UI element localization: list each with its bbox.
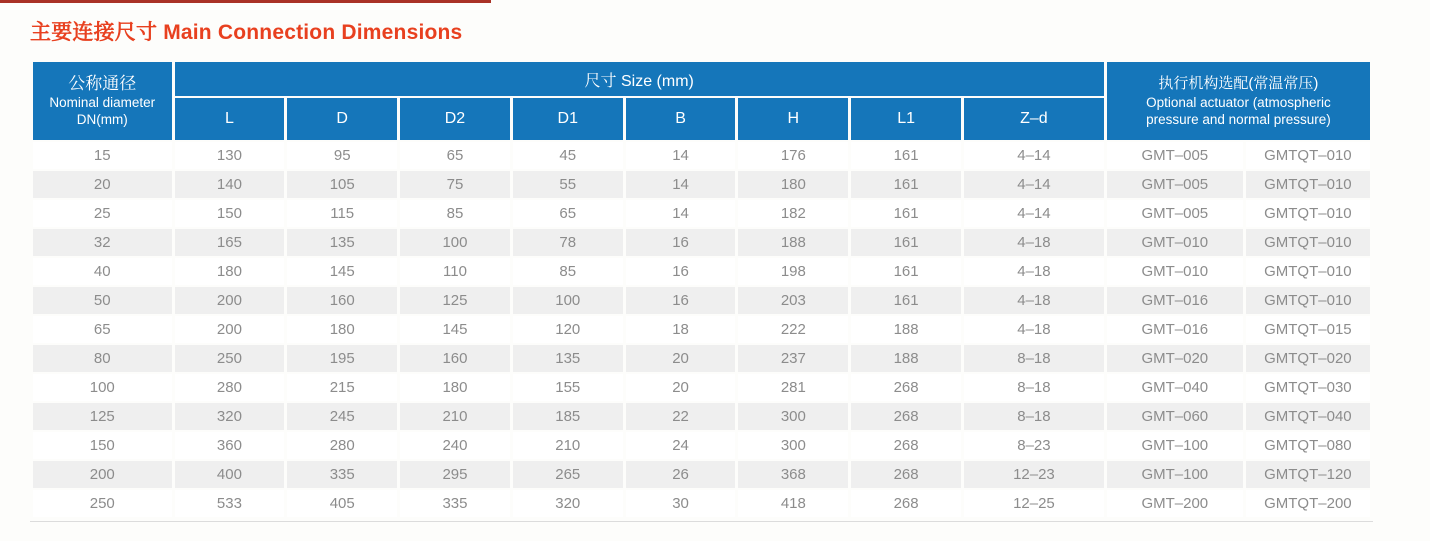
cell-d1: 120 xyxy=(513,316,623,343)
cell-b: 16 xyxy=(626,258,736,285)
cell-act2: GMTQT–040 xyxy=(1246,403,1370,430)
cell-h: 188 xyxy=(738,229,848,256)
table-row xyxy=(33,287,1370,314)
cell-act1: GMT–100 xyxy=(1107,461,1243,488)
header-col-H: H xyxy=(738,98,848,140)
cell-act1: GMT–005 xyxy=(1107,142,1243,169)
cell-l: 130 xyxy=(175,142,285,169)
page-title-chinese: 主要连接尺寸 xyxy=(30,21,158,44)
cell-act1: GMT–060 xyxy=(1107,403,1243,430)
cell-h: 198 xyxy=(738,258,848,285)
cell-zd: 4–18 xyxy=(964,229,1104,256)
top-red-rule xyxy=(0,0,491,3)
cell-d2: 335 xyxy=(400,490,510,517)
cell-h: 180 xyxy=(738,171,848,198)
cell-l1: 188 xyxy=(851,345,961,372)
cell-d2: 75 xyxy=(400,171,510,198)
page-title xyxy=(30,16,462,46)
cell-b: 26 xyxy=(626,461,736,488)
table-row xyxy=(33,316,1370,343)
cell-dn: 150 xyxy=(33,432,172,459)
cell-b: 22 xyxy=(626,403,736,430)
cell-d1: 78 xyxy=(513,229,623,256)
cell-l1: 161 xyxy=(851,258,961,285)
cell-l: 280 xyxy=(175,374,285,401)
table-row xyxy=(33,490,1370,517)
cell-d1: 210 xyxy=(513,432,623,459)
cell-d2: 210 xyxy=(400,403,510,430)
cell-dn: 32 xyxy=(33,229,172,256)
cell-dn: 15 xyxy=(33,142,172,169)
cell-d: 195 xyxy=(287,345,397,372)
header-col-B: B xyxy=(626,98,736,140)
cell-act1: GMT–010 xyxy=(1107,258,1243,285)
cell-dn: 100 xyxy=(33,374,172,401)
cell-act2: GMTQT–010 xyxy=(1246,200,1370,227)
cell-dn: 250 xyxy=(33,490,172,517)
header-col-L: L xyxy=(175,98,285,140)
cell-act1: GMT–040 xyxy=(1107,374,1243,401)
cell-l: 400 xyxy=(175,461,285,488)
cell-l1: 161 xyxy=(851,229,961,256)
table-bottom-rule xyxy=(30,521,1373,522)
cell-b: 20 xyxy=(626,345,736,372)
cell-l: 250 xyxy=(175,345,285,372)
header-size-group: 尺寸 Size (mm) xyxy=(175,62,1104,96)
cell-l: 200 xyxy=(175,316,285,343)
cell-l: 140 xyxy=(175,171,285,198)
cell-b: 20 xyxy=(626,374,736,401)
cell-l1: 161 xyxy=(851,171,961,198)
cell-l: 165 xyxy=(175,229,285,256)
cell-b: 18 xyxy=(626,316,736,343)
cell-d1: 65 xyxy=(513,200,623,227)
header-col-Zd: Z–d xyxy=(964,98,1104,140)
cell-d: 405 xyxy=(287,490,397,517)
table-row xyxy=(33,432,1370,459)
header-col-D: D xyxy=(287,98,397,140)
cell-h: 182 xyxy=(738,200,848,227)
cell-zd: 4–18 xyxy=(964,287,1104,314)
cell-d2: 110 xyxy=(400,258,510,285)
table-row xyxy=(33,171,1370,198)
table-body xyxy=(33,142,1370,517)
cell-d2: 125 xyxy=(400,287,510,314)
header-nominal-diameter-unit: DN(mm) xyxy=(76,112,128,128)
cell-dn: 65 xyxy=(33,316,172,343)
cell-l1: 268 xyxy=(851,374,961,401)
cell-h: 176 xyxy=(738,142,848,169)
cell-act1: GMT–016 xyxy=(1107,316,1243,343)
cell-act2: GMTQT–015 xyxy=(1246,316,1370,343)
cell-d: 280 xyxy=(287,432,397,459)
cell-l1: 161 xyxy=(851,200,961,227)
cell-act1: GMT–100 xyxy=(1107,432,1243,459)
cell-act2: GMTQT–010 xyxy=(1246,229,1370,256)
cell-act2: GMTQT–120 xyxy=(1246,461,1370,488)
cell-d2: 240 xyxy=(400,432,510,459)
cell-d: 180 xyxy=(287,316,397,343)
cell-l1: 268 xyxy=(851,403,961,430)
cell-dn: 25 xyxy=(33,200,172,227)
cell-act2: GMTQT–010 xyxy=(1246,258,1370,285)
cell-act1: GMT–010 xyxy=(1107,229,1243,256)
header-optional-actuator xyxy=(1107,62,1370,140)
cell-b: 24 xyxy=(626,432,736,459)
cell-l: 360 xyxy=(175,432,285,459)
cell-b: 14 xyxy=(626,171,736,198)
cell-d: 335 xyxy=(287,461,397,488)
cell-b: 14 xyxy=(626,142,736,169)
cell-d: 95 xyxy=(287,142,397,169)
cell-zd: 12–23 xyxy=(964,461,1104,488)
cell-l1: 161 xyxy=(851,287,961,314)
cell-h: 281 xyxy=(738,374,848,401)
cell-act2: GMTQT–010 xyxy=(1246,171,1370,198)
table-row xyxy=(33,403,1370,430)
header-nominal-diameter-cn: 公称通径 xyxy=(68,74,137,93)
table-row xyxy=(33,258,1370,285)
cell-d1: 155 xyxy=(513,374,623,401)
cell-d2: 65 xyxy=(400,142,510,169)
cell-l1: 188 xyxy=(851,316,961,343)
cell-dn: 80 xyxy=(33,345,172,372)
cell-d: 145 xyxy=(287,258,397,285)
header-nominal-diameter xyxy=(33,62,172,140)
cell-d: 105 xyxy=(287,171,397,198)
cell-zd: 4–14 xyxy=(964,142,1104,169)
cell-dn: 125 xyxy=(33,403,172,430)
table-row xyxy=(33,461,1370,488)
cell-d: 245 xyxy=(287,403,397,430)
cell-d1: 100 xyxy=(513,287,623,314)
header-actuator-en1: Optional actuator (atmospheric xyxy=(1146,94,1331,110)
cell-act2: GMTQT–010 xyxy=(1246,142,1370,169)
cell-dn: 50 xyxy=(33,287,172,314)
table-row xyxy=(33,142,1370,169)
cell-l: 200 xyxy=(175,287,285,314)
cell-d1: 85 xyxy=(513,258,623,285)
cell-h: 300 xyxy=(738,432,848,459)
cell-l: 320 xyxy=(175,403,285,430)
cell-zd: 8–18 xyxy=(964,374,1104,401)
cell-zd: 12–25 xyxy=(964,490,1104,517)
cell-d: 135 xyxy=(287,229,397,256)
cell-d: 160 xyxy=(287,287,397,314)
cell-d2: 295 xyxy=(400,461,510,488)
table-row xyxy=(33,345,1370,372)
header-actuator-cn: 执行机构选配(常温常压) xyxy=(1158,74,1319,92)
cell-d2: 160 xyxy=(400,345,510,372)
cell-h: 222 xyxy=(738,316,848,343)
cell-l: 180 xyxy=(175,258,285,285)
cell-zd: 8–23 xyxy=(964,432,1104,459)
cell-zd: 4–18 xyxy=(964,316,1104,343)
table-row xyxy=(33,200,1370,227)
cell-zd: 4–14 xyxy=(964,171,1104,198)
cell-act1: GMT–005 xyxy=(1107,200,1243,227)
cell-d2: 100 xyxy=(400,229,510,256)
cell-d1: 55 xyxy=(513,171,623,198)
header-col-L1: L1 xyxy=(851,98,961,140)
page-title-english: Main Connection Dimensions xyxy=(163,21,463,44)
cell-h: 368 xyxy=(738,461,848,488)
cell-dn: 200 xyxy=(33,461,172,488)
cell-d2: 85 xyxy=(400,200,510,227)
cell-d1: 135 xyxy=(513,345,623,372)
cell-act2: GMTQT–200 xyxy=(1246,490,1370,517)
cell-act2: GMTQT–020 xyxy=(1246,345,1370,372)
cell-act2: GMTQT–080 xyxy=(1246,432,1370,459)
cell-l: 150 xyxy=(175,200,285,227)
cell-zd: 4–14 xyxy=(964,200,1104,227)
cell-h: 203 xyxy=(738,287,848,314)
cell-act1: GMT–200 xyxy=(1107,490,1243,517)
cell-d: 215 xyxy=(287,374,397,401)
cell-l: 533 xyxy=(175,490,285,517)
cell-d1: 185 xyxy=(513,403,623,430)
cell-l1: 161 xyxy=(851,142,961,169)
cell-l1: 268 xyxy=(851,432,961,459)
cell-d2: 145 xyxy=(400,316,510,343)
cell-b: 14 xyxy=(626,200,736,227)
cell-zd: 8–18 xyxy=(964,403,1104,430)
header-actuator-en2: pressure and normal pressure) xyxy=(1146,112,1331,128)
cell-act1: GMT–005 xyxy=(1107,171,1243,198)
cell-d2: 180 xyxy=(400,374,510,401)
cell-b: 16 xyxy=(626,229,736,256)
cell-h: 300 xyxy=(738,403,848,430)
cell-act2: GMTQT–010 xyxy=(1246,287,1370,314)
cell-dn: 40 xyxy=(33,258,172,285)
cell-l1: 268 xyxy=(851,461,961,488)
cell-act1: GMT–020 xyxy=(1107,345,1243,372)
cell-b: 16 xyxy=(626,287,736,314)
cell-l1: 268 xyxy=(851,490,961,517)
cell-d1: 265 xyxy=(513,461,623,488)
header-col-D1: D1 xyxy=(513,98,623,140)
cell-b: 30 xyxy=(626,490,736,517)
cell-d1: 45 xyxy=(513,142,623,169)
table-row xyxy=(33,374,1370,401)
dimensions-table xyxy=(30,60,1373,519)
header-col-D2: D2 xyxy=(400,98,510,140)
cell-act1: GMT–016 xyxy=(1107,287,1243,314)
cell-d1: 320 xyxy=(513,490,623,517)
cell-dn: 20 xyxy=(33,171,172,198)
table-header xyxy=(33,62,1370,140)
cell-zd: 8–18 xyxy=(964,345,1104,372)
cell-h: 418 xyxy=(738,490,848,517)
header-nominal-diameter-en: Nominal diameter xyxy=(49,95,156,111)
cell-d: 115 xyxy=(287,200,397,227)
cell-zd: 4–18 xyxy=(964,258,1104,285)
cell-act2: GMTQT–030 xyxy=(1246,374,1370,401)
table-row xyxy=(33,229,1370,256)
cell-h: 237 xyxy=(738,345,848,372)
